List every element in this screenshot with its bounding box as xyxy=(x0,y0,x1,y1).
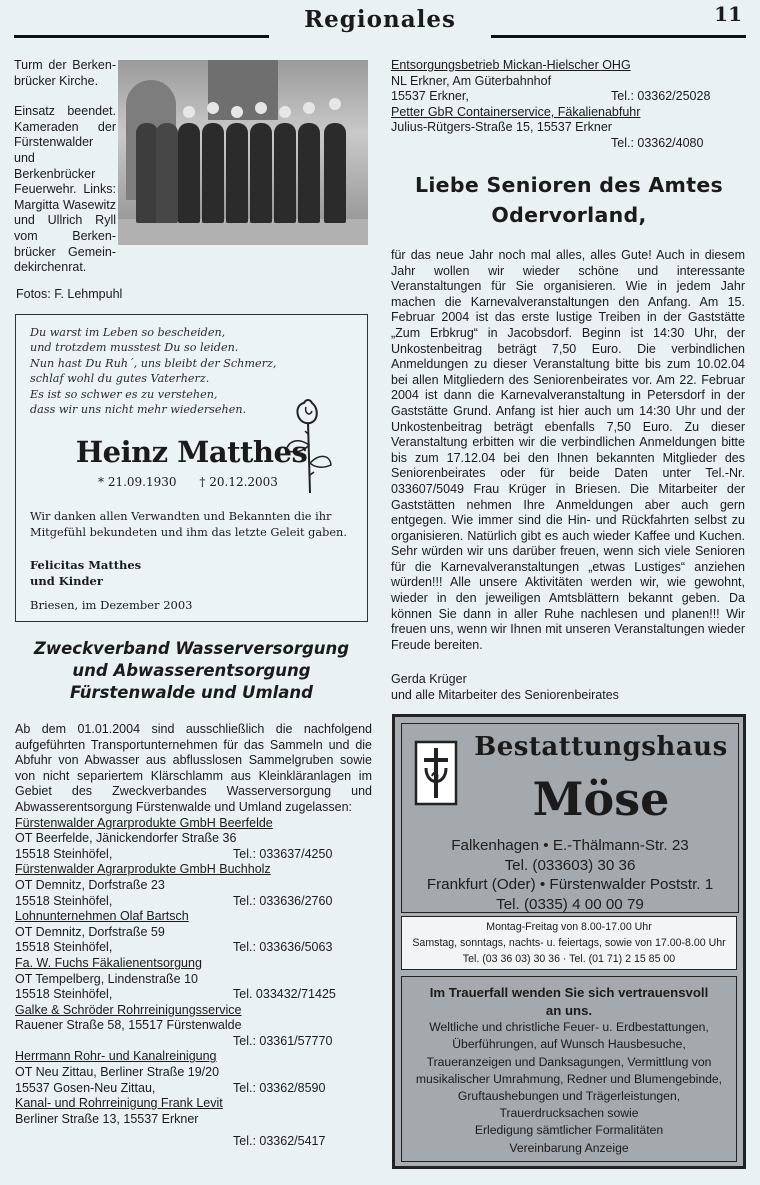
senioren-title xyxy=(392,170,746,230)
company-address: OT Neu Zittau, Berliner Straße 19/20 xyxy=(15,1065,220,1080)
services-heading: an uns. xyxy=(545,1002,593,1018)
helmet xyxy=(329,98,341,110)
service-line: Vereinbarung Anzeige xyxy=(509,1140,629,1155)
ad-opening-hours xyxy=(401,916,737,970)
zweckverband-title xyxy=(14,638,369,704)
title-line: Zweckverband Wasserversorgung xyxy=(33,639,350,658)
death-date: † 20.12.2003 xyxy=(199,475,278,489)
title-line: Fürstenwalde und Umland xyxy=(70,683,313,702)
section-title: Regionales xyxy=(304,6,456,33)
company-name: Kanal- und Rohrreinigung Frank Levit xyxy=(15,1096,223,1111)
company-address: NL Erkner, Am Güterbahnhof xyxy=(391,73,552,88)
service-line: Weltliche und christliche Feuer- u. Erdbestattungen, xyxy=(429,1020,709,1035)
photo-caption xyxy=(14,58,116,291)
company-address: Rauener Straße 58, 15517 Fürstenwalde xyxy=(15,1018,242,1033)
company-address: Julius-Rütgers-Straße 15, 15537 Erkner xyxy=(391,120,612,135)
caption-church-tower: Turm der Berken-brücker Kirche. xyxy=(14,58,116,88)
helmet xyxy=(207,102,219,114)
company-entry xyxy=(15,909,372,956)
company-phone: Tel.: 03362/4080 xyxy=(611,135,704,150)
person xyxy=(156,123,178,223)
family-line: und Kinder xyxy=(30,574,103,588)
zweckverband-continued xyxy=(391,58,746,152)
company-address: OT Tempelberg, Lindenstraße 10 xyxy=(15,971,198,986)
senioren-signature xyxy=(391,672,619,703)
company-phone: Tel.: 03362/5417 xyxy=(233,1134,326,1149)
service-line: Gruftaushebungen und Trägerleistungen, xyxy=(457,1089,681,1103)
company-name: Entsorgungsbetrieb Mickan-Hielscher OHG xyxy=(391,58,631,72)
poem-line: dass wir uns nicht mehr wiedersehen. xyxy=(30,403,247,417)
signature-line: Gerda Krüger xyxy=(391,672,467,686)
company-name: Petter GbR Containerservice, Fäkalienabfuhr xyxy=(391,104,641,119)
obituary-notice xyxy=(15,314,368,622)
signature-line: und alle Mitarbeiter des Seniorenbeirates xyxy=(391,687,619,702)
obituary-thanks: Wir danken allen Verwandten und Bekannten die ihr Mitgefühl bekundeten und ihm das letzte Geleit gaben. xyxy=(30,510,347,539)
company-entry xyxy=(15,956,372,1003)
funeral-home-name-2: Möse xyxy=(532,772,670,826)
person xyxy=(324,123,346,223)
company-city: 15518 Steinhöfel, xyxy=(15,846,113,861)
birth-date: * 21.09.1930 xyxy=(98,475,177,489)
company-city: 15518 Steinhöfel, xyxy=(15,940,113,955)
funeral-home-name-1: Bestattungshaus xyxy=(474,732,728,762)
address-line: Frankfurt (Oder) • Fürstenwalder Poststr. 1 xyxy=(426,876,714,893)
company-address: OT Beerfelde, Jänickendorfer Straße 36 xyxy=(15,831,237,846)
company-entry xyxy=(15,816,372,863)
title-line: und Abwasserentsorgung xyxy=(72,661,311,680)
obituary-family xyxy=(30,557,141,589)
service-line: Überführungen, auf Wunsch Hausbesuche, xyxy=(452,1037,686,1052)
company-phone: Tel.: 03362/25028 xyxy=(611,89,711,104)
company-name: Fa. W. Fuchs Fäkalienentsorgung xyxy=(15,955,202,970)
funeral-home-addresses xyxy=(402,836,738,914)
company-phone: Tel.: 033636/2760 xyxy=(233,893,333,908)
services-heading: Im Trauerfall wenden Sie sich vertrauensvoll xyxy=(429,985,709,1000)
company-phone: Tel. 033432/71425 xyxy=(233,987,336,1002)
firefighters-photo xyxy=(118,60,368,245)
ad-services xyxy=(401,976,737,1162)
funeral-home-ad xyxy=(392,714,746,1169)
person xyxy=(298,123,320,223)
address-line: Tel. (0335) 4 00 00 79 xyxy=(496,895,644,913)
life-dates xyxy=(98,475,278,489)
company-address: OT Demnitz, Dorfstraße 23 xyxy=(15,877,165,892)
company-city: 15518 Steinhöfel, xyxy=(15,987,113,1002)
helmet xyxy=(255,102,267,114)
person xyxy=(226,123,248,223)
company-entry xyxy=(15,1003,372,1050)
service-line: musikalischer Umrahmung, Redner und Blumengebinde, xyxy=(415,1071,723,1086)
company-phone: Tel.: 03361/57770 xyxy=(233,1033,333,1048)
service-line: Erledigung sämtlicher Formalitäten xyxy=(474,1123,664,1138)
family-line: Felicitas Matthes xyxy=(30,558,142,572)
company-name: Galke & Schröder Rohrreinigungsservice xyxy=(15,1002,242,1017)
poem-line: und trotzdem musstest Du so leiden. xyxy=(30,341,239,355)
header-rule-left xyxy=(14,35,269,38)
header-rule-right xyxy=(491,35,746,38)
company-city: 15537 Gosen-Neu Zittau, xyxy=(15,1080,156,1095)
company-entry xyxy=(15,1049,372,1096)
hours-line: Tel. (03 36 03) 30 36 · Tel. (01 71) 2 15 85 00 xyxy=(462,953,676,965)
ad-header-box xyxy=(401,723,739,913)
service-line: Traueranzeigen und Danksagungen, Vermittlung von xyxy=(426,1054,712,1069)
company-phone: Tel.: 033636/5063 xyxy=(233,940,333,955)
person xyxy=(202,123,224,223)
company-entry xyxy=(15,1096,372,1150)
address-line: Falkenhagen • E.-Thälmann-Str. 23 xyxy=(451,837,689,854)
helmet xyxy=(183,106,195,118)
company-city: 15518 Steinhöfel, xyxy=(15,893,113,908)
service-line: Trauerdrucksachen sowie xyxy=(499,1106,639,1121)
photo-credit: Fotos: F. Lehmpuhl xyxy=(16,287,123,301)
obituary-place-date: Briesen, im Dezember 2003 xyxy=(30,598,193,612)
helmet xyxy=(231,106,243,118)
senioren-text: für das neue Jahr noch mal alles, alles Gute! Auch in diesem Jahr wollen wir wieder schöne und interessante Veranstaltungen für Sie organisieren. Wie in jedem Jahr machen die Karnevalveranstaltungen den Anfang. Am 15. Februar 2004 ist das erste lustige Treiben in der Gaststätte „Zum Erbkrug“ in Jacobsdorf. Beginn ist 14:30 Uhr, der Unkostenbeitrag beträgt 7,50 Euro. Die verbindlichen Anmeldungen zu dieser Veranstaltung bitte bis zum 10.02.04 bei allen Mitgliedern des Seniorenbeirates vor. Am 22. Februar 2004 ist dann die Karnevalveranstaltung in Petersdorf in der Gaststätte Grund. Anfang ist hier auch um 14:30 Uhr und der Unkostenbeitrag beträgt ebenfalls 7,50 Euro. Zu dieser Veranstaltung erbitten wir die verbindlichen Anmeldungen bitte bis zum 17.12.04 bei den Ihnen bekannten Mitglieder des Seniorenbeirates oder für beide Daten unter Tel.-Nr. 033607/5049 Frau Krüger in Briesen. Die Mitarbeiter der Gaststätten nehmen Ihre Anmeldungen aber auch gern entgegen. Wie immer sind die Hin- und Rückfahrten selbst zu organisieren. Natürlich gibt es auch wieder Kaffee und Kuchen. Sehr würden wir uns darüber freuen, wenn sich viele Senioren für die Karnevalveranstaltungen „etwas Lustiges“ anziehen würden!!! Alle unsere Aktivitäten werden wir, wie gewohnt, wieder in den jeweiligen Amtsblättern bekannt geben. Da können Sie dann in aller Ruhe nachlesen und planen!!! Wir freuen uns, wenn wir Ihnen mit unseren Veranstaltungen wieder Freude bereiten. xyxy=(391,248,745,652)
company-name: Fürstenwalder Agrarprodukte GmbH Beerfelde xyxy=(15,815,273,830)
company-address: Berliner Straße 13, 15537 Erkner xyxy=(15,1111,199,1126)
poem-line: Nun hast Du Ruh´, uns bleibt der Schmerz, xyxy=(30,356,277,370)
zweckverband-body xyxy=(15,722,372,1150)
helmet xyxy=(303,102,315,114)
person xyxy=(274,123,296,223)
company-name: Herrmann Rohr- und Kanalreinigung xyxy=(15,1049,217,1064)
company-phone: Tel.: 033637/4250 xyxy=(233,846,333,861)
company-name: Fürstenwalder Agrarprodukte GmbH Buchholz xyxy=(15,862,271,877)
company-address: OT Demnitz, Dorfstraße 59 xyxy=(15,924,165,939)
church-tower xyxy=(208,60,278,120)
person xyxy=(250,123,272,223)
deceased-name: Heinz Matthes xyxy=(75,435,308,469)
person xyxy=(178,123,200,223)
person xyxy=(136,123,158,223)
caption-firefighters: Einsatz beendet. Kameraden der Fürstenwalder und Berkenbrücker Feuerwehr. Links: Margitta Wasewitz und Ullrich Ryll vom Berken-brücker Gemein-dekirchenrat. xyxy=(14,104,116,275)
hours-line: Samstag, sonntags, nachts- u. feiertags, sowie von 17.00-8.00 Uhr xyxy=(412,937,726,949)
title-line: Odervorland, xyxy=(491,203,647,227)
senioren-body xyxy=(391,248,745,653)
company-name: Lohnunternehmen Olaf Bartsch xyxy=(15,909,189,924)
hours-line: Montag-Freitag von 8.00-17.00 Uhr xyxy=(486,921,652,933)
poem-line: Es ist so schwer es zu verstehen, xyxy=(30,387,218,401)
zweckverband-intro: Ab dem 01.01.2004 sind ausschließlich die nachfolgend aufgeführten Transportunternehmen für das Sammeln und die Abfuhr von Abwasser aus abflusslosen Sammelgruben sowie von nicht separiertem Klärschlamm aus Kleinkläranlagen im Gebiet des Zweckverbandes Wasserversorgung und Abwasserentsorgung Fürstenwalde und Umland zugelassen: xyxy=(15,722,372,814)
company-entry xyxy=(15,862,372,909)
poem-line: schlaf wohl du gutes Vaterherz. xyxy=(30,372,210,386)
cross-icon xyxy=(412,738,460,808)
company-phone: Tel.: 03362/8590 xyxy=(233,1080,326,1095)
helmet xyxy=(279,106,291,118)
page-number: 11 xyxy=(714,2,742,26)
company-city: 15537 Erkner, xyxy=(391,89,469,104)
address-line: Tel. (033603) 30 36 xyxy=(504,856,636,874)
poem-line: Du warst im Leben so bescheiden, xyxy=(30,326,226,339)
title-line: Liebe Senioren des Amtes xyxy=(414,173,724,197)
